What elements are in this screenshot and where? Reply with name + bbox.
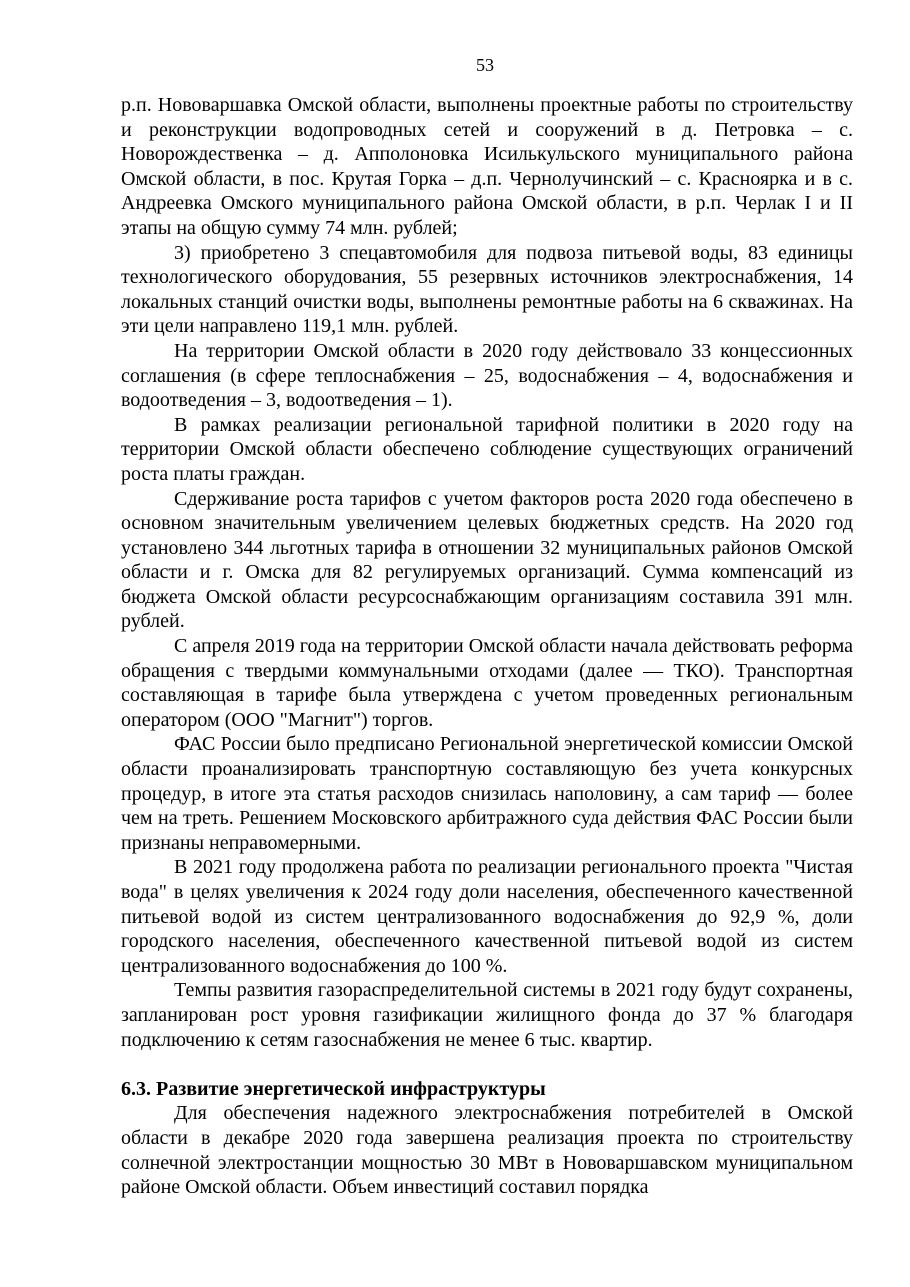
paragraph-5: Сдерживание роста тарифов с учетом факторов роста 2020 года обеспечено в основном значительным увеличением целевых бюджетных средств. На 2020 год установлено 344 льготных тарифа в отношении 32 муниципальных районов Омской области и г. Омска для 82 регулируемых организаций. Сумма компенсаций из бюджета Омской области ресурсоснабжающим организациям составила 391 млн. рублей. [121,487,853,633]
paragraph-6: С апреля 2019 года на территории Омской области начала действовать реформа обращения с твердыми коммунальными отходами (далее — ТКО). Транспортная составляющая в тарифе была утверждена с учетом проведенных региональным оператором (ООО "Магнит") торгов. [121,635,853,731]
paragraph-3: На территории Омской области в 2020 году действовало 33 концессионных соглашения (в сфере теплоснабжения – 25, водоснабжения – 4, водоснабжения и водоотведения – 3, водоотведения – 1). [121,339,853,412]
paragraph-1: р.п. Нововаршавка Омской области, выполнены проектные работы по строительству и реконструкции водопроводных сетей и сооружений в д. Петровка – с. Новорождественка – д. Апполоновка Исилькульского муниципального района Омской области, в пос. Крутая Горка – д.п. Чернолучинский – с. Красноярка и в с. Андреевка Омского муниципального района Омской области, в р.п. Черлак I и II этапы на общую сумму 74 млн. рублей; [121,94,853,239]
paragraph-10: Для обеспечения надежного электроснабжения потребителей в Омской области в декабре 2020 года завершена реализация проекта по строительству солнечной электростанции мощностью 30 МВт в Нововаршавском муниципальном районе Омской области. Объем инвестиций составил порядка [121,1102,853,1199]
paragraph-4: В рамках реализации региональной тарифной политики в 2020 году на территории Омской области обеспечено соблюдение существующих ограничений роста платы граждан. [121,413,853,485]
document-body [121,93,853,1200]
paragraph-9: Темпы развития газораспределительной системы в 2021 году будут сохранены, запланирован рост уровня газификации жилищного фонда до 37 % благодаря подключению к сетям газоснабжения не менее 6 тыс. квартир. [121,979,853,1051]
paragraph-2: 3) приобретено 3 спецавтомобиля для подвоза питьевой воды, 83 единицы технологического оборудования, 55 резервных источников электроснабжения, 14 локальных станций очистки воды, выполнены ремонтные работы на 6 скважинах. На эти цели направлено 119,1 млн. рублей. [121,241,853,338]
paragraph-8: В 2021 году продолжена работа по реализации регионального проекта "Чистая вода" в целях увеличения к 2024 году доли населения, обеспеченного качественной питьевой водой из систем централизованного водоснабжения до 92,9 %, доли городского населения, обеспеченного качественной питьевой водой из систем централизованного водоснабжения до 100 %. [121,856,853,977]
page-number: 53 [476,55,494,75]
section-heading: 6.3. Развитие энергетической инфраструктуры [121,1077,546,1100]
paragraph-7: ФАС России было предписано Региональной энергетической комиссии Омской области проанализировать транспортную составляющую без учета конкурсных процедур, в итоге эта статья расходов снизилась наполовину, а сам тариф — более чем на треть. Решением Московского арбитражного суда действия ФАС России были признаны неправомерными. [121,733,853,854]
